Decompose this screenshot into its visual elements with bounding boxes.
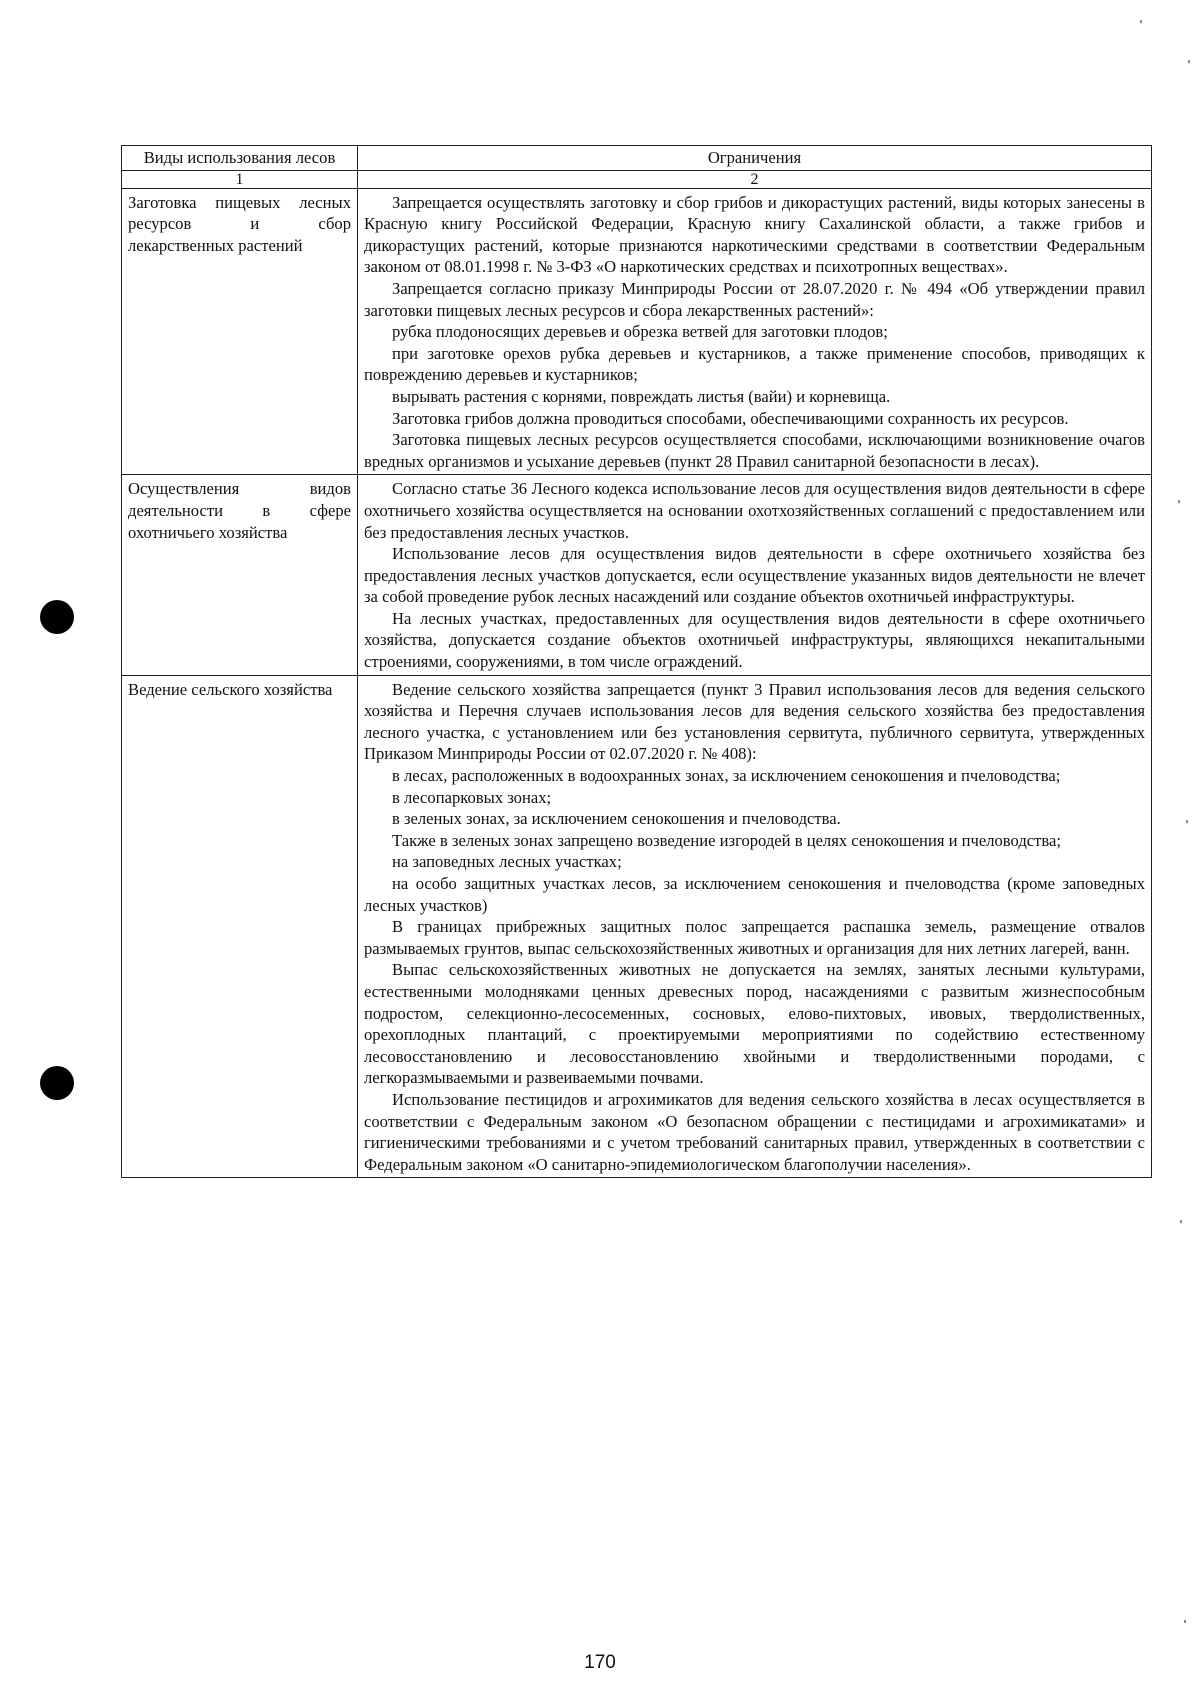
restriction-paragraph: Запрещается осуществлять заготовку и сбор грибов и дикорастущих растений, виды которых занесены в Красную книгу Российской Федерации, Красную книгу Сахалинской области, а также грибов и дикорастущих растений, которые признаются наркотическими средствами в соответствии Федеральным законом от 08.01.1998 г. № 3-ФЗ «О наркотических средствах и психотропных веществах». <box>364 192 1145 277</box>
scan-speck <box>1140 20 1142 23</box>
forest-use-type-cell: Ведение сельского хозяйства <box>122 675 358 1178</box>
page-number: 170 <box>584 1652 616 1673</box>
restriction-paragraph: Использование лесов для осуществления видов деятельности в сфере охотничьего хозяйства без предоставления лесных участков допускается, если осуществление указанных видов деятельности не влечет за собой проведение рубок лесных насаждений или создание объектов охотничьей инфраструктуры. <box>364 544 1145 607</box>
restriction-paragraph: на особо защитных участках лесов, за исключением сенокошения и пчеловодства (кроме заповедных лесных участков) <box>364 874 1145 915</box>
restriction-paragraph: Заготовка пищевых лесных ресурсов осуществляется способами, исключающими возникновение очагов вредных организмов и усыхание деревьев (пункт 28 Правил санитарной безопасности в лесах). <box>364 430 1145 471</box>
header-row <box>122 146 1152 171</box>
restriction-paragraph: при заготовке орехов рубка деревьев и кустарников, а также применение способов, приводящих к повреждению деревьев и кустарников; <box>364 343 1145 385</box>
restriction-paragraph: в лесопарковых зонах; <box>392 787 552 807</box>
punch-hole <box>40 600 74 634</box>
restrictions-table <box>121 145 1152 1178</box>
restrictions-cell <box>358 475 1152 675</box>
restrictions-cell <box>358 675 1152 1178</box>
scan-speck <box>1186 820 1188 823</box>
header-forest-use-types: Виды использования лесов <box>122 146 358 171</box>
restriction-paragraph: Выпас сельскохозяйственных животных не допускается на землях, занятых лесными культурами, естественными молодняками ценных древесных пород, насаждениями с развитым жизнеспособным подростом, селекционно-лесосеменных, сосновых, елово-пихтовых, ивовых, твердолиственных, орехоплодных плантаций, с проектируемыми мероприятиями по содействию естественному лесовосстановлению и лесовосстановлению хвойными и твердолиственными породами, с легкоразмываемыми и развеиваемыми почвами. <box>364 960 1145 1088</box>
header-restrictions: Ограничения <box>358 146 1152 171</box>
column-number-row <box>122 170 1152 188</box>
restriction-paragraph: На лесных участках, предоставленных для осуществления видов деятельности в сфере охотничьего хозяйства, допускается создание объектов охотничьей инфраструктуры, являющихся некапитальными строениями, сооружениями, в том числе ограждений. <box>364 608 1145 672</box>
table-row <box>122 675 1152 1178</box>
forest-use-type-cell: Заготовка пищевых лесных ресурсов и сбор лекарственных растений <box>122 188 358 475</box>
forest-use-type-cell: Осуществления видов деятельности в сфере охотничьего хозяйства <box>122 475 358 675</box>
scan-speck <box>1178 500 1180 503</box>
scan-speck <box>1184 1620 1186 1623</box>
restriction-paragraph: Заготовка грибов должна проводиться способами, обеспечивающими сохранность их ресурсов. <box>392 408 1069 428</box>
restriction-paragraph: на заповедных лесных участках; <box>392 852 622 872</box>
restriction-paragraph: Ведение сельского хозяйства запрещается (пункт 3 Правил использования лесов для ведения сельского хозяйства и Перечня случаев использования лесов для ведения сельского хозяйства без предоставления лесного участка, с установлением или без установления сервитута, публичного сервитута, утвержденных Приказом Минприроды России от 02.07.2020 г. № 408): <box>364 679 1145 764</box>
restriction-paragraph: вырывать растения с корнями, повреждать листья (вайи) и корневища. <box>392 386 891 406</box>
punch-hole <box>40 1066 74 1100</box>
restriction-paragraph: В границах прибрежных защитных полос запрещается распашка земель, размещение отвалов размываемых грунтов, выпас сельскохозяйственных животных и организация для них летних лагерей, ванн. <box>364 917 1145 958</box>
restrictions-cell <box>358 188 1152 475</box>
restriction-paragraph: Также в зеленых зонах запрещено возведение изгородей в целях сенокошения и пчеловодства; <box>392 830 1061 850</box>
restriction-paragraph: рубка плодоносящих деревьев и обрезка ветвей для заготовки плодов; <box>392 322 888 342</box>
table-row <box>122 475 1152 675</box>
restriction-paragraph: Согласно статье 36 Лесного кодекса использование лесов для осуществления видов деятельности в сфере охотничьего хозяйства осуществляется на основании охотхозяйственных соглашений с предоставлением или без предоставления лесных участков. <box>364 479 1145 542</box>
scan-speck <box>1188 60 1190 63</box>
restriction-paragraph: Использование пестицидов и агрохимикатов для ведения сельского хозяйства в лесах осуществляется в соответствии с Федеральным законом «О безопасном обращении с пестицидами и агрохимикатами» и гигиеническими требованиями и с учетом требований санитарных правил, утвержденных в соответствии с Федеральным законом «О санитарно-эпидемиологическом благополучии населения». <box>364 1089 1145 1174</box>
column-number-1: 1 <box>122 170 358 188</box>
restriction-paragraph: Запрещается согласно приказу Минприроды России от 28.07.2020 г. № 494 «Об утверждении правил заготовки пищевых лесных ресурсов и сбора лекарственных растений»: <box>364 278 1145 320</box>
restriction-paragraph: в зеленых зонах, за исключением сенокошения и пчеловодства. <box>392 809 841 829</box>
scan-speck <box>1180 1220 1182 1223</box>
column-number-2: 2 <box>358 170 1152 188</box>
restriction-paragraph: в лесах, расположенных в водоохранных зонах, за исключением сенокошения и пчеловодства; <box>392 766 1061 786</box>
table-row <box>122 188 1152 475</box>
